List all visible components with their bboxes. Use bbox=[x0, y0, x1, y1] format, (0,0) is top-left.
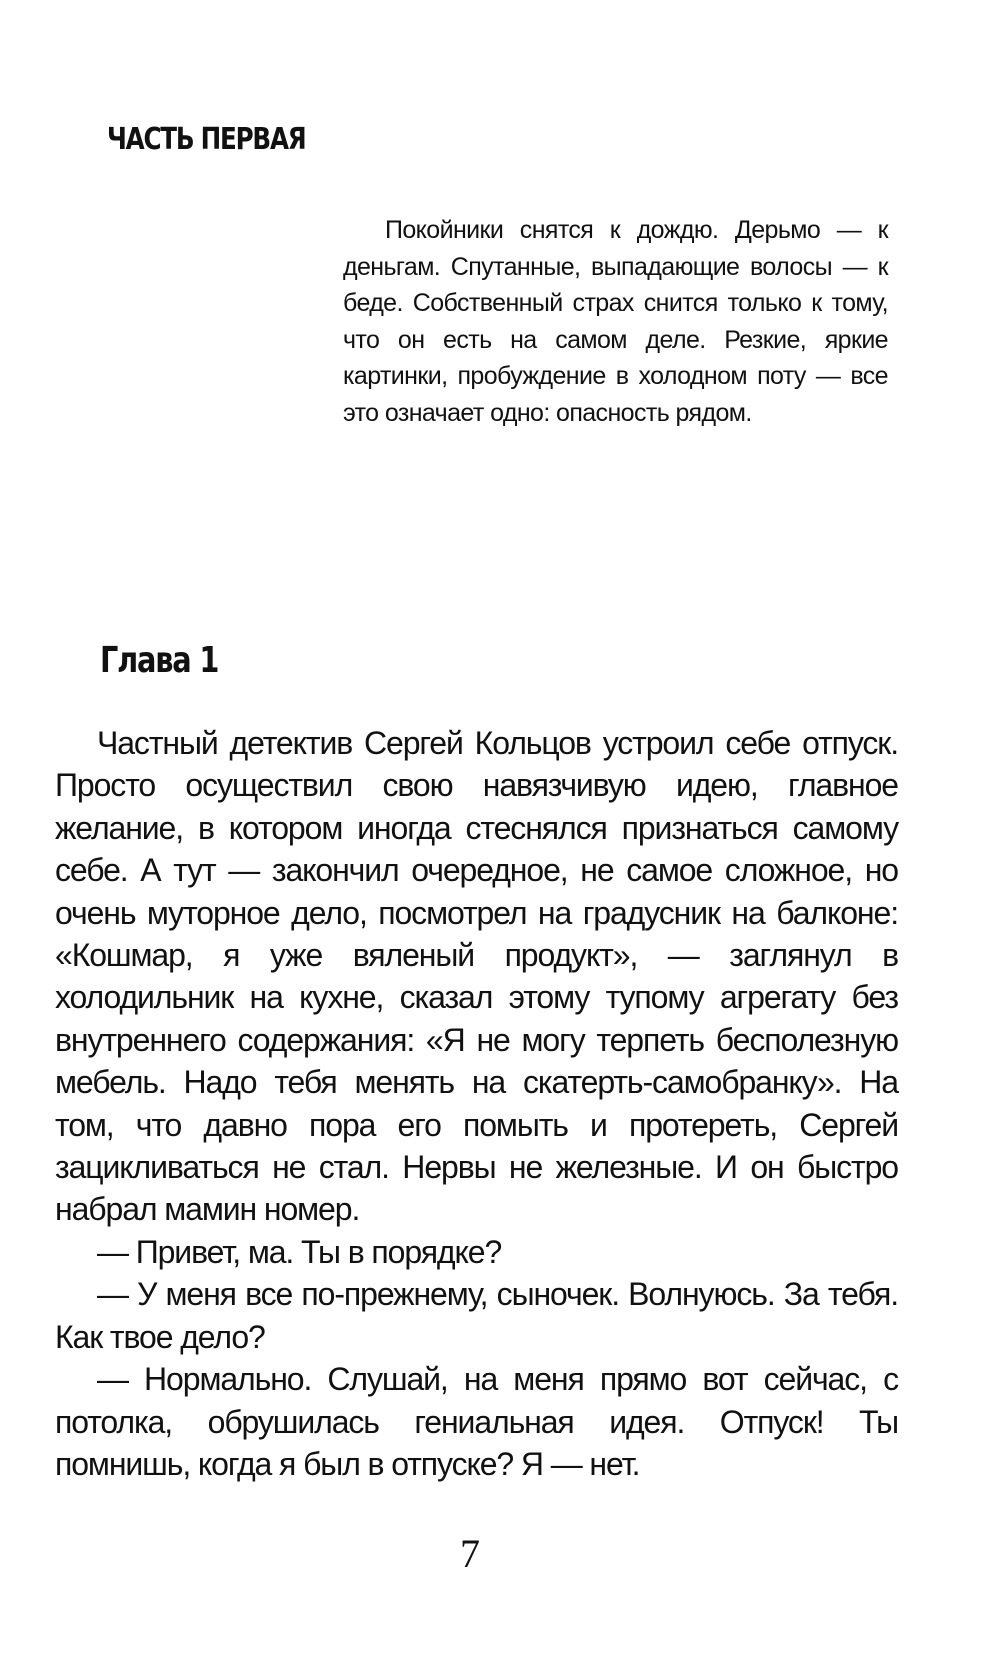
paragraph: — Нормально. Слушай, на меня прямо вот сейчас, с потолка, обрушилась гениальная идея. Отпуск! Ты помнишь, когда я был в отпуске? Я — нет. bbox=[55, 1361, 898, 1482]
part-title: ЧАСТЬ ПЕРВАЯ bbox=[107, 122, 306, 157]
chapter-body bbox=[55, 722, 898, 1485]
paragraph: Частный детектив Сергей Кольцов устроил себе отпуск. Просто осуществил свою навязчивую идею, главное желание, в котором иногда стеснялся признаться самому себе. А тут — закончил очередное, не самое сложное, но очень муторное дело, посмотрел на градусник на балконе: «Кошмар, я уже вяленый продукт», — заглянул в холодильник на кухне, сказал этому тупому агрегату без внутреннего содержания: «Я не могу терпеть бесполезную мебель. Надо тебя менять на скатерть-самобранку». На том, что давно пора его помыть и протереть, Сергей зацикливаться не стал. Нервы не железные. И он быстро набрал мамин номер. bbox=[55, 725, 898, 1228]
paragraph: — У меня все по-прежнему, сыночек. Волнуюсь. За тебя. Как твое дело? bbox=[55, 1276, 898, 1355]
page-number: 7 bbox=[460, 1531, 480, 1576]
paragraph: — Привет, ма. Ты в порядке? bbox=[97, 1233, 502, 1270]
chapter-title: Глава 1 bbox=[100, 640, 219, 681]
epigraph: Покойники снятся к дождю. Дерьмо — к деньгам. Спутанные, выпадающие волосы — к беде. Собственный страх снится только к тому, что он есть на самом деле. Резкие, яркие картинки, пробуждение в холодном поту — все это означает одно: опасность рядом. bbox=[343, 216, 888, 427]
